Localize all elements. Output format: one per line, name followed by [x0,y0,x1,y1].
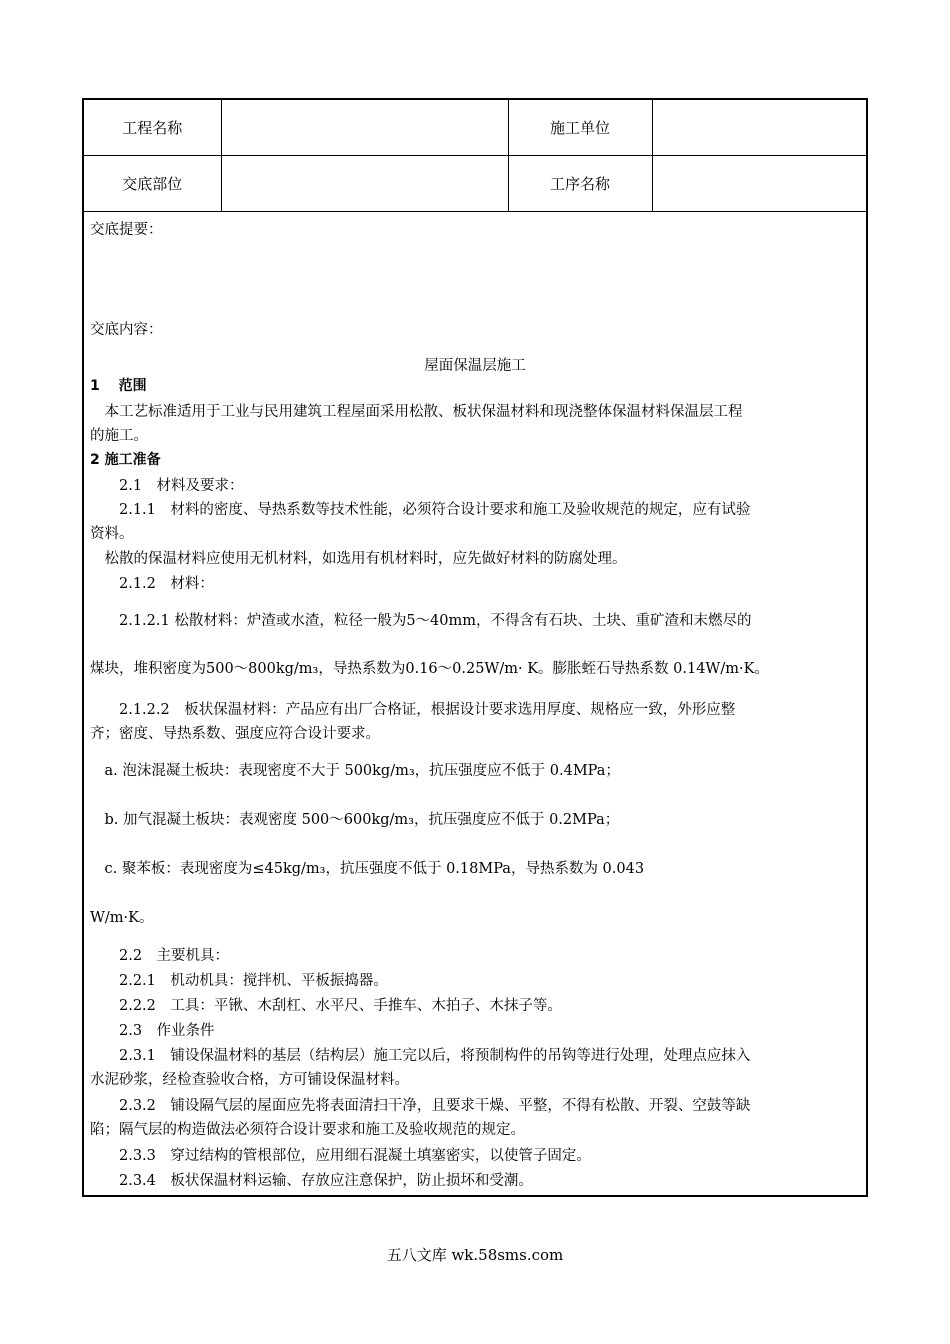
paragraph-line: 2.2.1 机动机具：搅拌机、平板振捣器。 [90,973,388,989]
paragraph-line: 2.2 主要机具： [90,948,230,964]
paragraph-line: 陷；隔气层的构造做法必须符合设计要求和施工及验收规范的规定。 [90,1122,525,1138]
document-frame [82,98,868,1197]
paragraph-line: 2.1 材料及要求： [90,478,244,494]
paragraph-line: 2.1.1 材料的密度、导热系数等技术性能，必须符合设计要求和施工及验收规范的规定，应有试验 [90,502,751,518]
paragraph-line: 松散的保温材料应使用无机材料，如选用有机材料时，应先做好材料的防腐处理。 [90,551,627,567]
paragraph-line: 2.1.2.2 板状保温材料：产品应有出厂合格证，根据设计要求选用厚度、规格应一致，外形应整 [90,702,736,718]
paragraph-line: W/m·K。 [90,910,154,926]
contractor-label: 施工单位 [508,100,652,156]
section-heading: 1 范围 [90,378,147,394]
project-name-label: 工程名称 [84,100,221,156]
paragraph-line: 2.1.2.1 松散材料：炉渣或水渣，粒径一般为5～40mm，不得含有石块、土块、重矿渣和末燃尽的 [90,613,752,629]
paragraph-line: 2.1.2 材料： [90,576,214,592]
paragraph-line: 2.3 作业条件 [90,1023,215,1039]
location-value [221,156,508,212]
content-label: 交底内容： [90,322,163,338]
paragraph-line: 本工艺标准适用于工业与民用建筑工程屋面采用松散、板状保温材料和现浇整体保温材料保温层工程 [90,404,743,420]
doc-title: 屋面保温层施工 [424,358,526,374]
paragraph-line: 资料。 [90,526,134,542]
paragraph-line: 2.3.2 铺设隔气层的屋面应先将表面清扫干净，且要求干燥、平整，不得有松散、开裂、空鼓等缺 [90,1098,751,1114]
paragraph-line: 齐；密度、导热系数、强度应符合设计要求。 [90,726,380,742]
location-label: 交底部位 [84,156,221,212]
process-label: 工序名称 [508,156,652,212]
project-name-value [221,100,508,156]
paragraph-line: 2.3.1 铺设保温材料的基层（结构层）施工完以后，将预制构件的吊钩等进行处理，处理点应抹入 [90,1048,751,1064]
section-heading: 2 施工准备 [90,452,161,468]
summary-label: 交底提要： [90,222,163,238]
contractor-value [652,100,866,156]
paragraph-line: b. 加气混凝土板块：表观密度 500～600kg/m₃，抗压强度应不低于 0.2MPa； [90,812,620,828]
header-table [84,100,866,212]
paragraph-line: 水泥砂浆，经检查验收合格，方可铺设保温材料。 [90,1072,409,1088]
paragraph-line: 2.3.4 板状保温材料运输、存放应注意保护，防止损坏和受潮。 [90,1173,533,1189]
paragraph-line: 的施工。 [90,428,148,444]
footer-watermark: 五八文库 wk.58sms.com [386,1246,564,1264]
paragraph-line: 煤块，堆积密度为500～800kg/m₃，导热系数为0.16～0.25W/m· K。膨胀蛭石导热系数 0.14W/m·K。 [90,661,769,677]
paragraph-line: c. 聚苯板：表现密度为≤45kg/m₃，抗压强度不低于 0.18MPa，导热系数为 0.043 [90,861,645,877]
paragraph-line: 2.3.3 穿过结构的管根部位，应用细石混凝土填塞密实，以使管子固定。 [90,1148,591,1164]
paragraph-line: a. 泡沫混凝土板块：表现密度不大于 500kg/m₃，抗压强度应不低于 0.4MPa； [90,763,620,779]
paragraph-line: 2.2.2 工具：平锹、木刮杠、水平尺、手推车、木拍子、木抹子等。 [90,998,562,1014]
process-value [652,156,866,212]
